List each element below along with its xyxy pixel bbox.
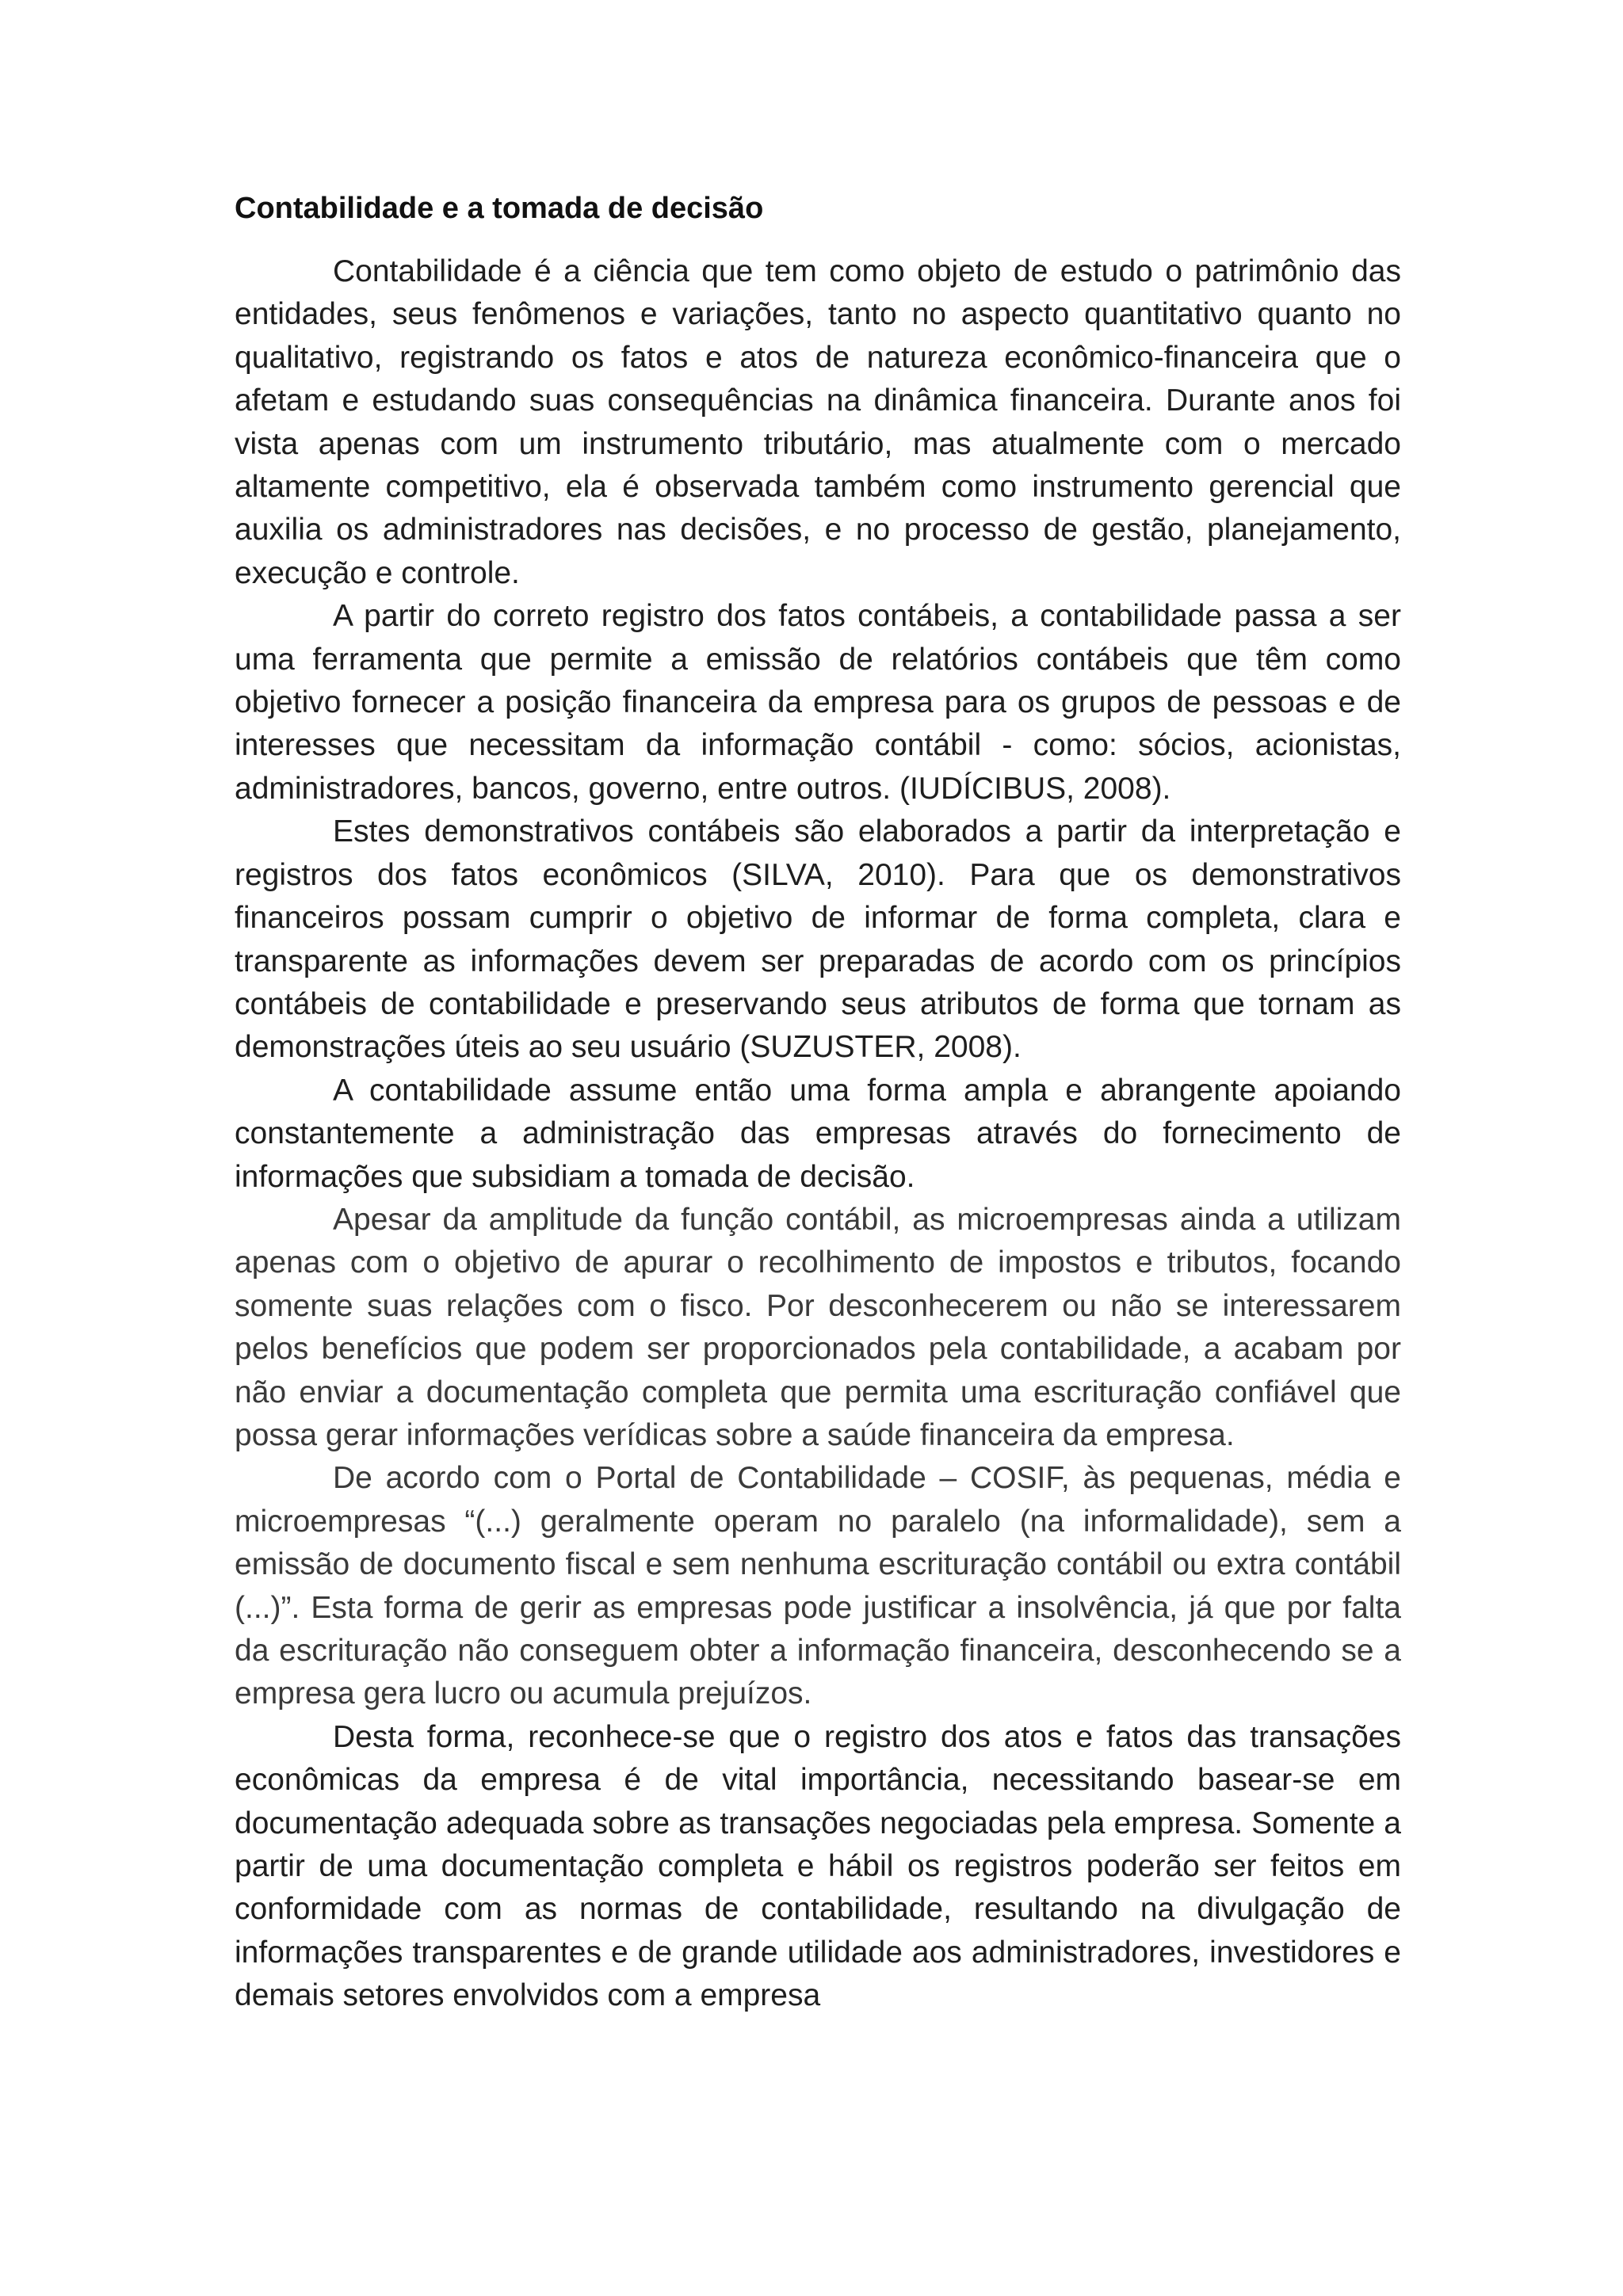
paragraph: Contabilidade é a ciência que tem como objeto de estudo o patrimônio das entidades, seus fenômenos e variações, tanto no aspecto quantitativo quanto no qualitativo, registrando os fatos e atos de natureza econômico-financeira que o afetam e estudando suas consequências na dinâmica financeira. Durante anos foi vista apenas com um instrumento tributário, mas atualmente com o mercado altamente competitivo, ela é observada também como instrumento gerencial que auxilia os administradores nas decisões, e no processo de gestão, planejamento, execução e controle.: [235, 254, 1401, 590]
paragraph: A partir do correto registro dos fatos contábeis, a contabilidade passa a ser uma ferramenta que permite a emissão de relatórios contábeis que têm como objetivo fornecer a posição financeira da empresa para os grupos de pessoas e de interesses que necessitam da informação contábil - como: sócios, acionistas, administradores, bancos, governo, entre outros. (IUDÍCIBUS, 2008).: [235, 599, 1401, 806]
paragraph: De acordo com o Portal de Contabilidade – COSIF, às pequenas, média e microempresas “(...) geralmente operam no paralelo (na informalidade), sem a emissão de documento fiscal e sem nenhuma escrituração contábil ou extra contábil (...)”. Esta forma de gerir as empresas pode justificar a insolvência, já que por falta da escrituração não conseguem obter a informação financeira, desconhecendo se a empresa gera lucro ou acumula prejuízos.: [235, 1461, 1401, 1711]
paragraph: Apesar da amplitude da função contábil, as microempresas ainda a utilizam apenas com o objetivo de apurar o recolhimento de impostos e tributos, focando somente suas relações com o fisco. Por desconhecerem ou não se interessarem pelos benefícios que podem ser proporcionados pela contabilidade, a acabam por não enviar a documentação completa que permita uma escrituração confiável que possa gerar informações verídicas sobre a saúde financeira da empresa.: [235, 1202, 1401, 1452]
document-body: [235, 187, 1401, 2018]
paragraph: Estes demonstrativos contábeis são elaborados a partir da interpretação e registros dos fatos econômicos (SILVA, 2010). Para que os demonstrativos financeiros possam cumprir o objetivo de informar de forma completa, clara e transparente as informações devem ser preparadas de acordo com os princípios contábeis de contabilidade e preservando seus atributos de forma que tornam as demonstrações úteis ao seu usuário (SUZUSTER, 2008).: [235, 814, 1401, 1065]
paragraph: Desta forma, reconhece-se que o registro dos atos e fatos das transações econômicas da empresa é de vital importância, necessitando basear-se em documentação adequada sobre as transações negociadas pela empresa. Somente a partir de uma documentação completa e hábil os registros poderão ser feitos em conformidade com as normas de contabilidade, resultando na divulgação de informações transparentes e de grande utilidade aos administradores, investidores e demais setores envolvidos com a empresa: [235, 1719, 1401, 2013]
document-title: Contabilidade e a tomada de decisão: [235, 192, 764, 225]
paragraph: A contabilidade assume então uma forma ampla e abrangente apoiando constantemente a administração das empresas através do fornecimento de informações que subsidiam a tomada de decisão.: [235, 1073, 1401, 1194]
